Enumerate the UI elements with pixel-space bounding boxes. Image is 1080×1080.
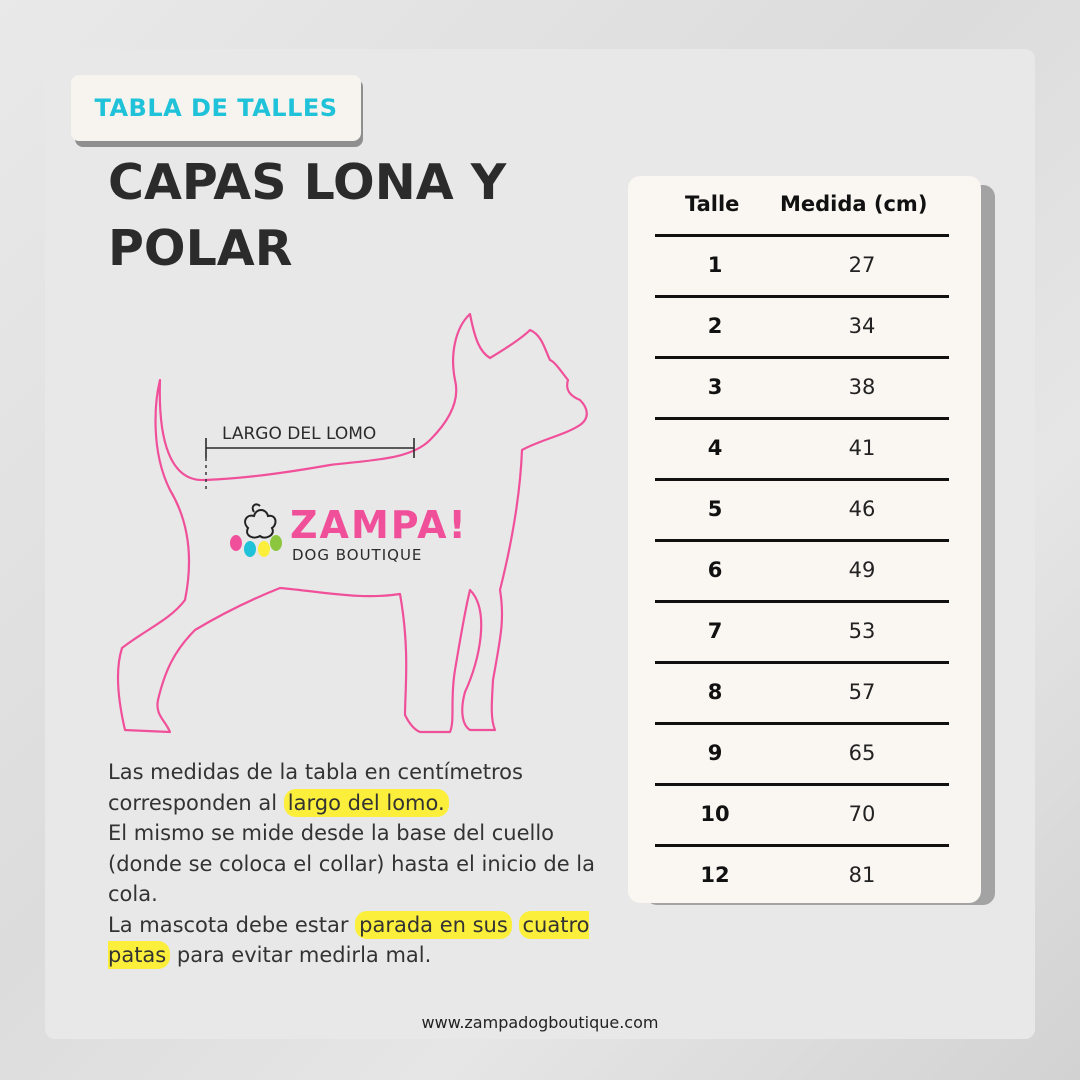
table-cell-measure: 41 <box>848 436 876 460</box>
page-title: CAPAS LONA Y POLAR <box>108 154 507 277</box>
table-row-divider <box>655 600 949 603</box>
header-talle: Talle <box>685 192 740 216</box>
table-cell-size: 10 <box>700 802 730 826</box>
highlight-largo-del-lomo: largo del lomo. <box>284 789 449 817</box>
description-p3: La mascota debe estar <box>108 912 356 937</box>
table-cell-measure: 81 <box>848 863 876 887</box>
description-p2: El mismo se mide desde la base del cuello (donde se coloca el collar) hasta el inicio de la cola. <box>108 821 596 906</box>
table-cell-measure: 49 <box>848 558 876 582</box>
table-cell-measure: 57 <box>848 680 876 704</box>
table-cell-size: 1 <box>707 253 723 277</box>
table-cell-measure: 46 <box>848 497 876 521</box>
description-text <box>108 757 628 971</box>
description-p3-end: para evitar medirla mal. <box>170 943 432 967</box>
table-cell-measure: 34 <box>848 314 876 338</box>
table-row-divider <box>655 356 949 359</box>
table-cell-measure: 27 <box>848 253 876 277</box>
table-row-divider <box>655 783 949 786</box>
table-cell-size: 4 <box>707 436 723 460</box>
measure-label: LARGO DEL LOMO <box>222 424 377 444</box>
section-tag: TABLA DE TALLES <box>71 75 361 141</box>
table-row-divider <box>655 478 949 481</box>
description-p1: Las medidas de la tabla en centímetros corresponden al <box>108 760 523 815</box>
website-url: www.zampadogboutique.com <box>421 1013 659 1032</box>
highlight-parada: parada en sus <box>355 911 512 939</box>
table-row-divider <box>655 295 949 298</box>
brand-name-text: ZAMPA! <box>290 503 468 547</box>
table-cell-size: 5 <box>707 497 723 521</box>
table-cell-size: 9 <box>707 741 723 765</box>
table-cell-size: 7 <box>707 619 723 643</box>
header-medida: Medida (cm) <box>780 192 928 216</box>
table-row-divider <box>655 234 949 237</box>
table-row-divider <box>655 844 949 847</box>
highlight-cuatro-patas: cuatro patas <box>108 912 590 967</box>
table-cell-measure: 53 <box>848 619 876 643</box>
table-row-divider <box>655 722 949 725</box>
table-cell-measure: 65 <box>848 741 876 765</box>
table-cell-size: 12 <box>700 863 730 887</box>
table-cell-size: 8 <box>707 680 723 704</box>
brand-subtitle: DOG BOUTIQUE <box>292 546 423 564</box>
table-cell-size: 2 <box>707 314 723 338</box>
table-row-divider <box>655 539 949 542</box>
table-cell-size: 3 <box>707 375 723 399</box>
brand-name <box>290 503 468 547</box>
table-cell-measure: 70 <box>848 802 876 826</box>
table-row-divider <box>655 661 949 664</box>
table-cell-measure: 38 <box>848 375 876 399</box>
table-cell-size: 6 <box>707 558 723 582</box>
table-row-divider <box>655 417 949 420</box>
